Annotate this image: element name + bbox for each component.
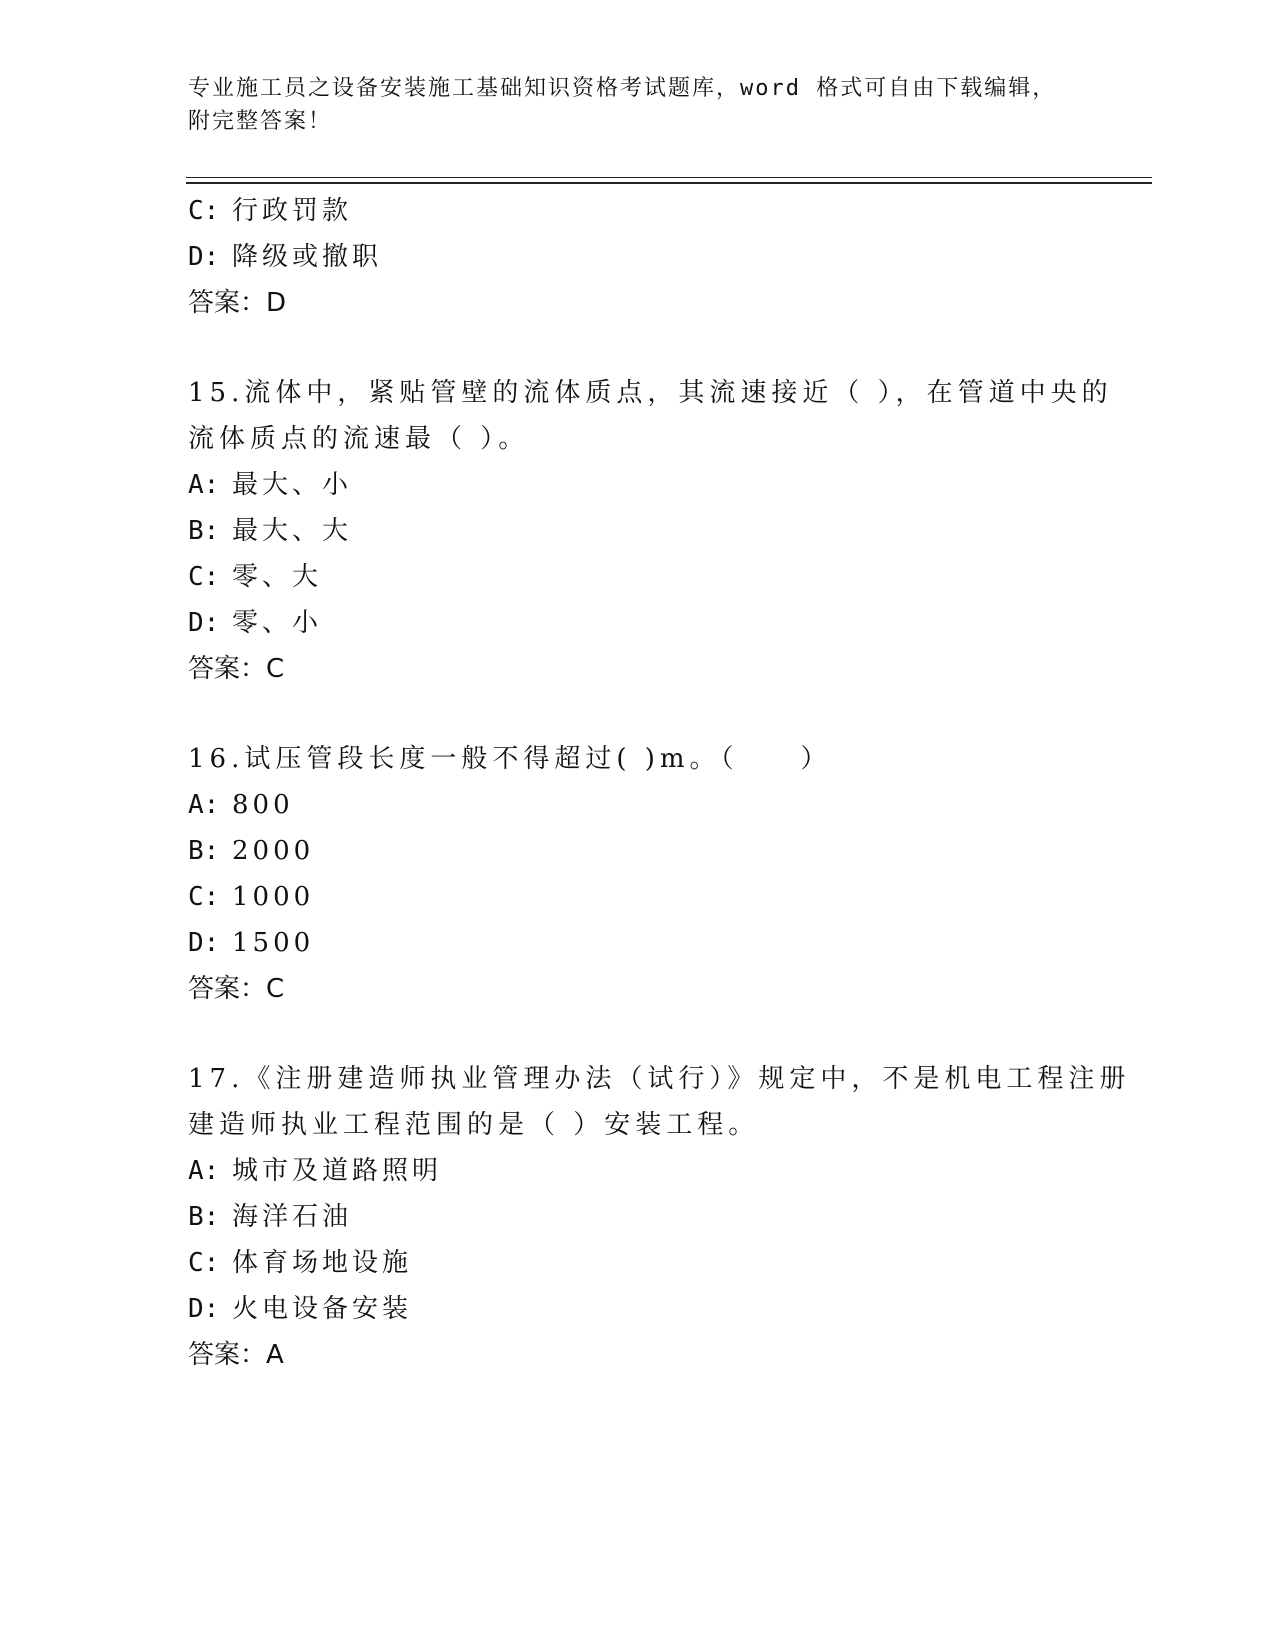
option-text: 800 — [232, 790, 294, 820]
option-d — [188, 920, 1088, 966]
question-stem-line: 建造师执业工程范围的是（ ）安装工程。 — [188, 1110, 760, 1140]
header-divider-thin — [186, 177, 1152, 178]
option-b — [188, 1194, 1088, 1240]
option-key: A: — [188, 1156, 220, 1186]
option-text: 1500 — [232, 928, 315, 958]
answer-line: 答案：C — [188, 654, 285, 684]
option-text: 最大、大 — [232, 516, 353, 546]
option-d — [188, 1286, 1088, 1332]
option-a — [188, 782, 1088, 828]
option-key: B: — [188, 1202, 220, 1232]
option-text: 火电设备安装 — [232, 1294, 413, 1324]
option-d — [188, 600, 1088, 646]
option-text: 降级或撤职 — [232, 242, 383, 272]
option-key: D: — [188, 242, 220, 272]
option-key: D: — [188, 928, 220, 958]
option-text: 海洋石油 — [232, 1202, 353, 1232]
option-key: A: — [188, 470, 220, 500]
answer-line: 答案：D — [188, 288, 287, 318]
option-a — [188, 462, 1088, 508]
option-a — [188, 1148, 1088, 1194]
question-stem-line: 流体质点的流速最（ ）。 — [188, 424, 530, 454]
option-d — [188, 234, 1088, 280]
option-key: B: — [188, 836, 220, 866]
option-key: D: — [188, 608, 220, 638]
option-key: B: — [188, 516, 220, 546]
option-b — [188, 508, 1088, 554]
option-b — [188, 828, 1088, 874]
option-text: 1000 — [232, 882, 315, 912]
option-key: D: — [188, 1294, 220, 1324]
option-key: C: — [188, 1248, 220, 1278]
answer-line: 答案：C — [188, 974, 285, 1004]
question-stem-line: 16.试压管段长度一般不得超过( )m。（ ） — [188, 744, 832, 774]
option-text: 零、小 — [232, 608, 323, 638]
question-stem-line: 17.《注册建造师执业管理办法（试行）》规定中，不是机电工程注册 — [188, 1064, 1131, 1094]
header-line-1: 专业施工员之设备安装施工基础知识资格考试题库，word 格式可自由下载编辑， — [188, 76, 1057, 101]
header-line-2: 附完整答案！ — [188, 109, 333, 134]
option-text: 城市及道路照明 — [232, 1156, 443, 1186]
question-16 — [188, 736, 1088, 1012]
option-key: C: — [188, 882, 220, 912]
option-c — [188, 188, 1088, 234]
document-header — [188, 72, 1088, 138]
option-text: 2000 — [232, 836, 315, 866]
option-c — [188, 874, 1088, 920]
option-key: A: — [188, 790, 220, 820]
option-key: C: — [188, 562, 220, 592]
question-15 — [188, 370, 1113, 692]
answer-line: 答案：A — [188, 1340, 284, 1370]
option-text: 零、大 — [232, 562, 323, 592]
prev-question-block — [188, 188, 1088, 326]
option-text: 行政罚款 — [232, 196, 353, 226]
question-17 — [188, 1056, 1131, 1378]
option-c — [188, 554, 1088, 600]
option-text: 最大、小 — [232, 470, 353, 500]
question-list — [188, 188, 1131, 1378]
question-stem-line: 15.流体中，紧贴管壁的流体质点，其流速接近（ ），在管道中央的 — [188, 378, 1113, 408]
option-c — [188, 1240, 1088, 1286]
option-key: C: — [188, 196, 220, 226]
option-text: 体育场地设施 — [232, 1248, 413, 1278]
header-divider-thick — [186, 182, 1152, 184]
